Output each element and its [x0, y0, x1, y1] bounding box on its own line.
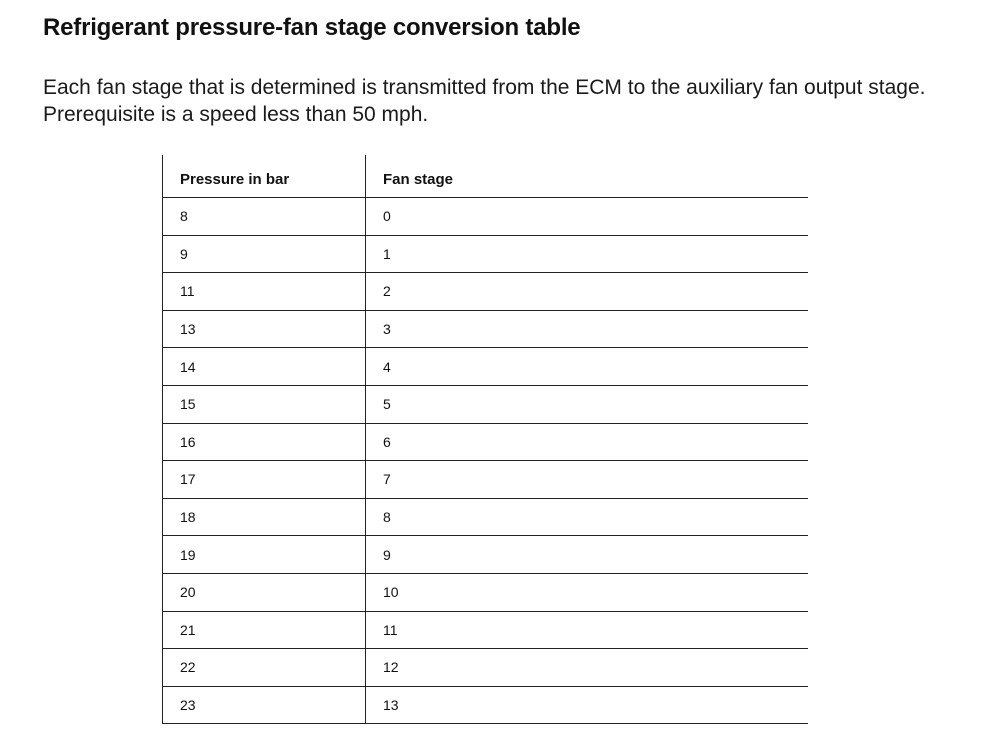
fan-stage-cell: 10: [366, 573, 809, 611]
table-row: [163, 686, 809, 724]
pressure-cell: 13: [163, 310, 366, 348]
fan-stage-cell: 3: [366, 310, 809, 348]
column-header-pressure: Pressure in bar: [163, 155, 366, 198]
fan-stage-cell: 0: [366, 198, 809, 236]
column-header-fan-stage: Fan stage: [366, 155, 809, 198]
fan-stage-cell: 7: [366, 461, 809, 499]
fan-stage-cell: 13: [366, 686, 809, 724]
table-row: [163, 649, 809, 687]
page-title: Refrigerant pressure-fan stage conversion table: [43, 14, 581, 41]
table-row: [163, 573, 809, 611]
conversion-table-container: [162, 155, 808, 730]
table-row: [163, 536, 809, 574]
pressure-cell: 11: [163, 273, 366, 311]
pressure-cell: 18: [163, 498, 366, 536]
pressure-cell: 8: [163, 198, 366, 236]
pressure-cell: 19: [163, 536, 366, 574]
pressure-cell: 15: [163, 385, 366, 423]
fan-stage-cell: 6: [366, 423, 809, 461]
intro-paragraph: Each fan stage that is determined is transmitted from the ECM to the auxiliary fan output stage. Prerequisite is a speed less than 50 mph.: [43, 76, 926, 126]
table-row: [163, 611, 809, 649]
pressure-cell: 20: [163, 573, 366, 611]
fan-stage-cell: 9: [366, 536, 809, 574]
fan-stage-cell: 11: [366, 611, 809, 649]
fan-stage-cell: 5: [366, 385, 809, 423]
fan-stage-cell: 2: [366, 273, 809, 311]
table-row: [163, 235, 809, 273]
fan-stage-cell: 8: [366, 498, 809, 536]
pressure-cell: 23: [163, 686, 366, 724]
pressure-cell: 14: [163, 348, 366, 386]
pressure-cell: 17: [163, 461, 366, 499]
table-row: [163, 423, 809, 461]
table-row: [163, 385, 809, 423]
pressure-cell: 9: [163, 235, 366, 273]
table-row: [163, 498, 809, 536]
table-row: [163, 348, 809, 386]
table-row: [163, 310, 809, 348]
pressure-cell: 22: [163, 649, 366, 687]
fan-stage-cell: 12: [366, 649, 809, 687]
fan-stage-cell: 1: [366, 235, 809, 273]
pressure-cell: 16: [163, 423, 366, 461]
conversion-table: [162, 155, 808, 724]
table-row: [163, 273, 809, 311]
table-row: [163, 198, 809, 236]
table-body: [163, 198, 809, 724]
table-row: [163, 461, 809, 499]
table-header-row: [163, 155, 809, 198]
fan-stage-cell: 4: [366, 348, 809, 386]
pressure-cell: 21: [163, 611, 366, 649]
